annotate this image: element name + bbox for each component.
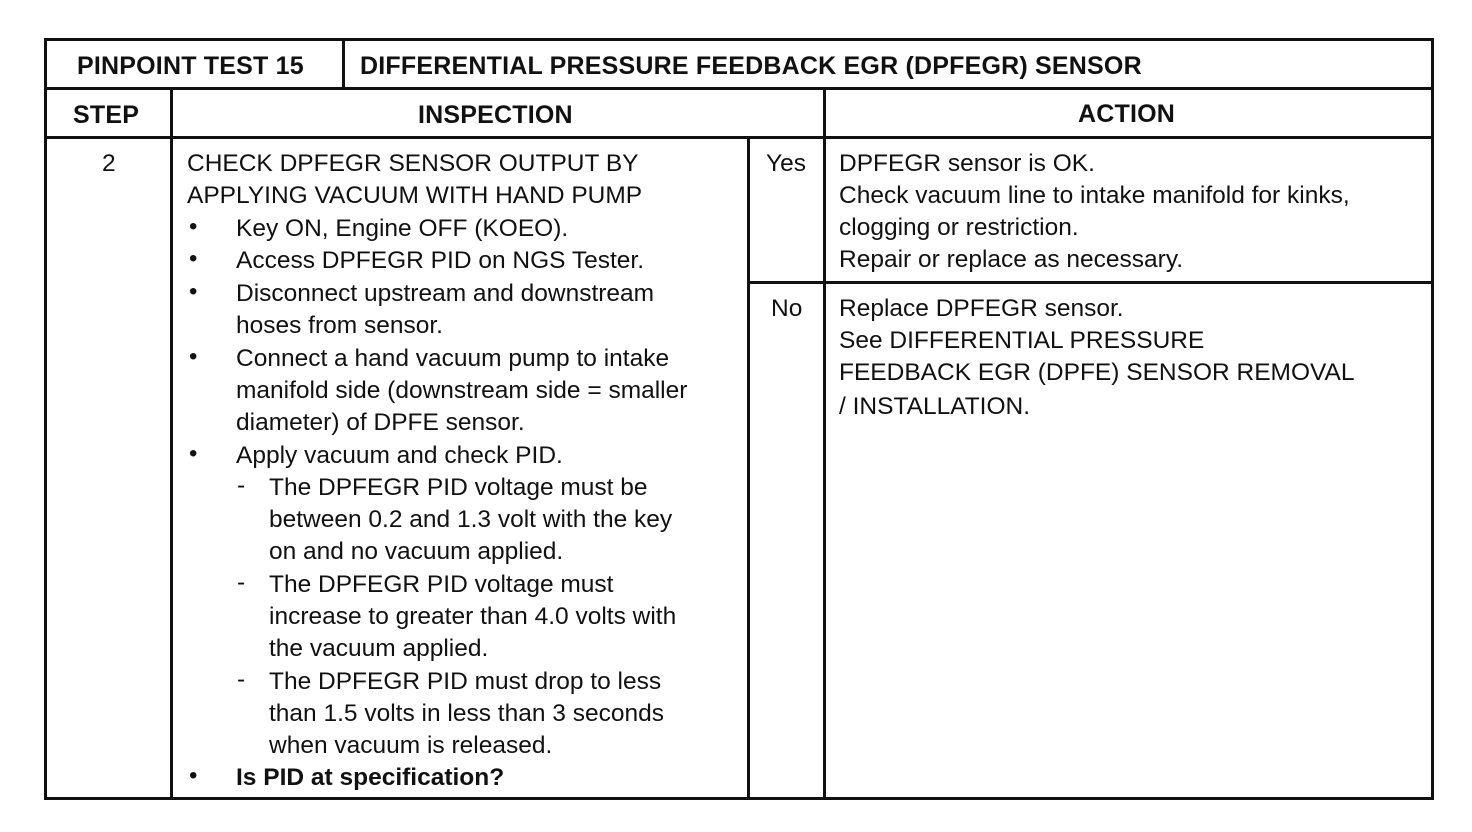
inspection-step: Apply vacuum and check PID. bbox=[236, 442, 563, 469]
sub-step: the vacuum applied. bbox=[269, 635, 489, 662]
sub-step: on and no vacuum applied. bbox=[269, 538, 564, 565]
no-action-line: See DIFFERENTIAL PRESSURE bbox=[839, 327, 1205, 354]
column-header-divider bbox=[47, 136, 1431, 139]
inspection-step: manifold side (downstream side = smaller bbox=[236, 377, 688, 404]
sub-step: The DPFEGR PID voltage must be bbox=[269, 474, 648, 501]
inspection-step: hoses from sensor. bbox=[236, 312, 443, 339]
bullet-marker: • bbox=[189, 245, 198, 272]
yes-action-line: Check vacuum line to intake manifold for kinks, bbox=[839, 182, 1350, 209]
inspection-title-line: APPLYING VACUUM WITH HAND PUMP bbox=[187, 182, 643, 209]
yes-action-line: clogging or restriction. bbox=[839, 214, 1079, 241]
answer-divider bbox=[747, 136, 750, 797]
column-header-inspection: INSPECTION bbox=[418, 101, 573, 129]
inspection-step: diameter) of DPFE sensor. bbox=[236, 409, 525, 436]
no-action-line: Replace DPFEGR sensor. bbox=[839, 295, 1124, 322]
pinpoint-test-table bbox=[44, 38, 1434, 800]
column-header-step: STEP bbox=[73, 101, 140, 129]
no-action-line: FEEDBACK EGR (DPFE) SENSOR REMOVAL bbox=[839, 359, 1355, 386]
bullet-marker: • bbox=[189, 278, 198, 305]
bullet-marker: • bbox=[189, 440, 198, 467]
answer-yes-label: Yes bbox=[766, 150, 806, 177]
column-header-action: ACTION bbox=[1078, 100, 1176, 128]
sub-step: The DPFEGR PID voltage must bbox=[269, 571, 614, 598]
bullet-marker: • bbox=[189, 343, 198, 370]
sub-step: between 0.2 and 1.3 volt with the key bbox=[269, 506, 673, 533]
inspection-step: Disconnect upstream and downstream bbox=[236, 280, 655, 307]
dash-marker: - bbox=[237, 569, 246, 596]
header-divider bbox=[47, 87, 1431, 90]
dash-marker: - bbox=[237, 666, 246, 693]
sub-step: increase to greater than 4.0 volts with bbox=[269, 603, 677, 630]
inspection-question: Is PID at specification? bbox=[236, 764, 505, 791]
sub-step: than 1.5 volts in less than 3 seconds bbox=[269, 700, 664, 727]
sub-step: when vacuum is released. bbox=[269, 732, 553, 759]
title-divider bbox=[342, 41, 345, 87]
sub-step: The DPFEGR PID must drop to less bbox=[269, 668, 662, 695]
inspection-step: Key ON, Engine OFF (KOEO). bbox=[236, 215, 569, 242]
answer-no-label: No bbox=[771, 295, 803, 322]
test-id: PINPOINT TEST 15 bbox=[77, 52, 304, 80]
yes-no-divider bbox=[750, 281, 1431, 284]
inspection-title-line: CHECK DPFEGR SENSOR OUTPUT BY bbox=[187, 150, 639, 177]
inspection-step: Connect a hand vacuum pump to intake bbox=[236, 345, 670, 372]
test-title: DIFFERENTIAL PRESSURE FEEDBACK EGR (DPFEGR) SENSOR bbox=[360, 52, 1142, 80]
dash-marker: - bbox=[237, 472, 246, 499]
no-action-line: / INSTALLATION. bbox=[839, 393, 1031, 420]
yes-action-line: Repair or replace as necessary. bbox=[839, 246, 1184, 273]
step-divider bbox=[170, 87, 173, 797]
step-number: 2 bbox=[102, 150, 116, 177]
yes-action-line: DPFEGR sensor is OK. bbox=[839, 150, 1095, 177]
inspection-action-divider bbox=[823, 87, 826, 797]
inspection-step: Access DPFEGR PID on NGS Tester. bbox=[236, 247, 645, 274]
bullet-marker: • bbox=[189, 762, 198, 789]
bullet-marker: • bbox=[189, 213, 198, 240]
